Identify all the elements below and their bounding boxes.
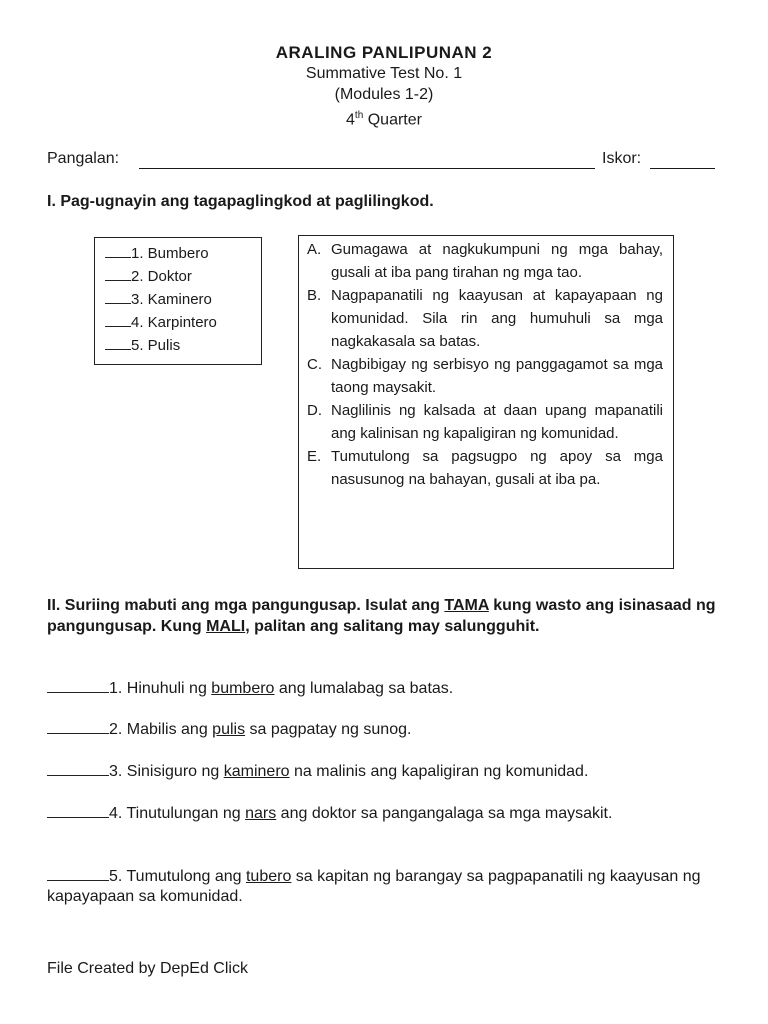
matching-item: 2. Doktor <box>105 265 261 288</box>
page-title: ARALING PANLIPUNAN 2 <box>275 43 493 62</box>
header <box>0 42 768 130</box>
choice-c: C. Nagbibigay ng serbisyo ng panggagamot sa mga taong maysakit. <box>307 356 663 396</box>
modules-label: (Modules 1-2) <box>334 86 434 103</box>
section2-instructions: II. Suriing mabuti ang mga pangungusap. Isulat ang TAMA kung wasto ang isinasaad ng pangungusap. Kung MALI, palitan ang salitang may salungguhit. <box>47 597 716 635</box>
matching-items-box <box>94 237 262 365</box>
choice-e: E. Tumutulong sa pagsugpo ng apoy sa mga nasusunog na bahayan, gusali at iba pa. <box>307 448 663 488</box>
score-label: Iskor: <box>602 150 642 167</box>
test-subtitle: Summative Test No. 1 <box>305 65 463 82</box>
matching-item: 5. Pulis <box>105 334 261 357</box>
score-blank[interactable] <box>650 168 715 169</box>
footer-credit: File Created by DepEd Click <box>47 960 248 977</box>
answer-blank[interactable] <box>47 761 109 776</box>
answer-blank[interactable] <box>105 244 131 258</box>
question-4: 4. Tinutulungan ng nars ang doktor sa pangangalaga sa mga maysakit. <box>47 803 722 824</box>
answer-blank[interactable] <box>47 719 109 734</box>
matching-item: 4. Karpintero <box>105 311 261 334</box>
answer-blank[interactable] <box>105 336 131 350</box>
question-3: 3. Sinisiguro ng kaminero na malinis ang kapaligiran ng komunidad. <box>47 761 722 782</box>
answer-blank[interactable] <box>105 313 131 327</box>
answer-blank[interactable] <box>105 267 131 281</box>
name-label: Pangalan: <box>47 150 120 167</box>
answer-blank[interactable] <box>47 678 109 693</box>
section1-title: I. Pag-ugnayin ang tagapaglingkod at paglilingkod. <box>47 193 434 210</box>
question-5: 5. Tumutulong ang tubero sa kapitan ng barangay sa pagpapanatili ng kaayusan ng kapayapaan sa komunidad. <box>47 868 701 905</box>
matching-item: 3. Kaminero <box>105 288 261 311</box>
name-score-row <box>47 150 717 172</box>
question-1: 1. Hinuhuli ng bumbero ang lumalabag sa batas. <box>47 678 722 699</box>
matching-item: 1. Bumbero <box>105 242 261 265</box>
answer-blank[interactable] <box>105 290 131 304</box>
choice-b: B. Nagpapanatili ng kaayusan at kapayapaan ng komunidad. Sila rin ang humuhuli sa mga nagkakasala sa batas. <box>307 287 663 350</box>
choice-a: A. Gumagawa at nagkukumpuni ng mga bahay, gusali at iba pang tirahan ng mga tao. <box>307 241 663 281</box>
matching-choices-box <box>298 235 674 569</box>
answer-blank[interactable] <box>47 803 109 818</box>
name-blank[interactable] <box>139 168 595 169</box>
answer-blank[interactable] <box>47 866 109 881</box>
quarter-label: 4th Quarter <box>346 110 422 129</box>
question-2: 2. Mabilis ang pulis sa pagpatay ng sunog. <box>47 719 722 740</box>
choice-d: D. Naglilinis ng kalsada at daan upang mapanatili ang kalinisan ng kapaligiran ng komunidad. <box>307 402 663 442</box>
